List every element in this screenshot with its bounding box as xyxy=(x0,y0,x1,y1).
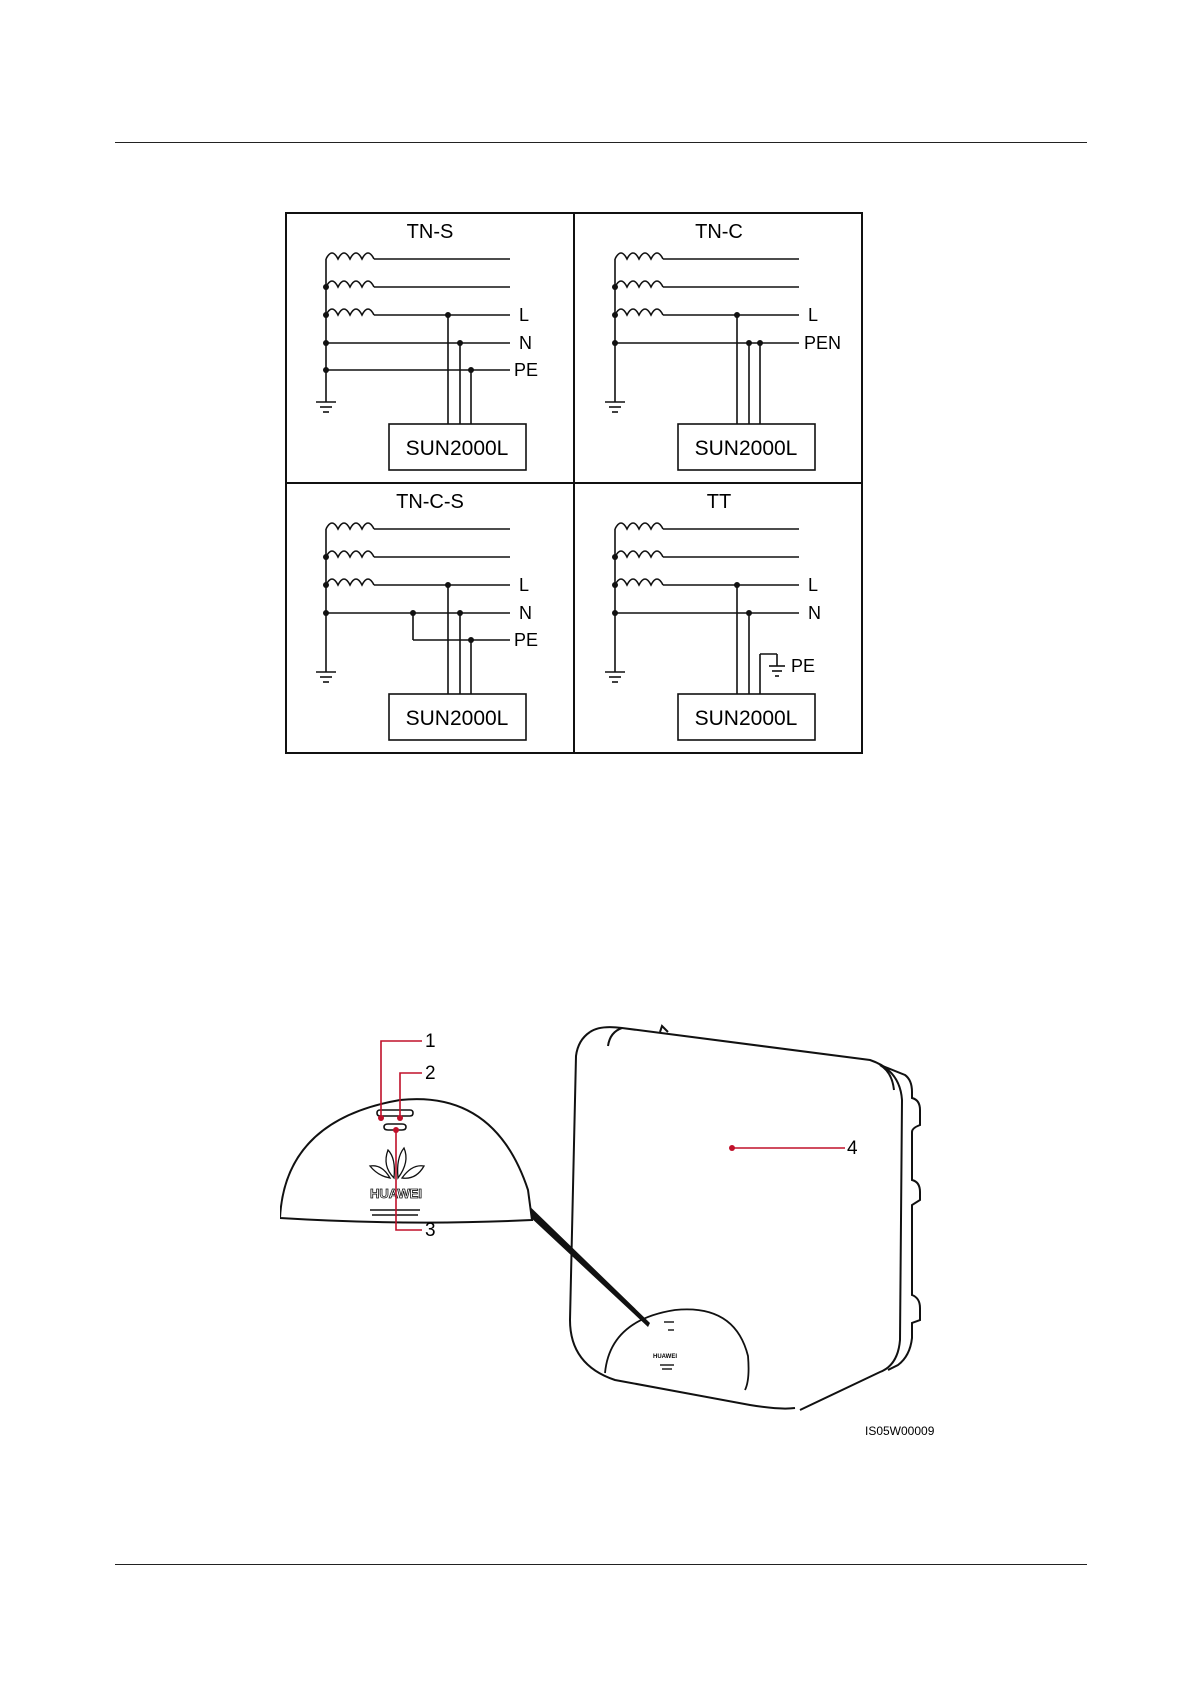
label-pe: PE xyxy=(514,360,539,380)
panel-title: TN-S xyxy=(406,221,454,243)
footer-rule xyxy=(115,1564,1087,1565)
label-l: L xyxy=(519,575,530,595)
brand-logo-text: HUAWEI xyxy=(370,1186,422,1201)
label-l: L xyxy=(808,305,819,325)
figure-code: IS05W00009 xyxy=(865,1424,935,1438)
device-box-label: SUN2000L xyxy=(405,437,509,460)
inverter-indicator-figure xyxy=(280,1020,960,1460)
callout-3: 3 xyxy=(425,1220,436,1241)
panel-title: TN-C-S xyxy=(396,491,464,513)
zoom-wedge xyxy=(518,1195,650,1327)
grounding-systems-diagram xyxy=(285,212,863,754)
dial-indicators xyxy=(660,1322,674,1369)
callout-1: 1 xyxy=(425,1031,436,1052)
device-box-label: SUN2000L xyxy=(405,707,509,730)
label-pen: PEN xyxy=(804,333,842,353)
header-rule xyxy=(115,142,1087,143)
label-n: N xyxy=(808,603,821,623)
device-box-label: SUN2000L xyxy=(694,707,798,730)
zoom-dial xyxy=(605,1309,749,1390)
dial-logo-text: HUAWEI xyxy=(653,1354,677,1360)
device-box-label: SUN2000L xyxy=(694,437,798,460)
callout-2: 2 xyxy=(425,1063,436,1084)
inverter-body xyxy=(570,1026,920,1410)
label-n: N xyxy=(519,333,532,353)
label-n: N xyxy=(519,603,532,623)
label-l: L xyxy=(808,575,819,595)
panel-title: TT xyxy=(706,491,732,513)
panel-title: TN-C xyxy=(695,221,743,243)
label-pe: PE xyxy=(791,656,816,676)
callout-4: 4 xyxy=(847,1138,858,1159)
label-l: L xyxy=(519,305,530,325)
label-pe: PE xyxy=(514,630,539,650)
